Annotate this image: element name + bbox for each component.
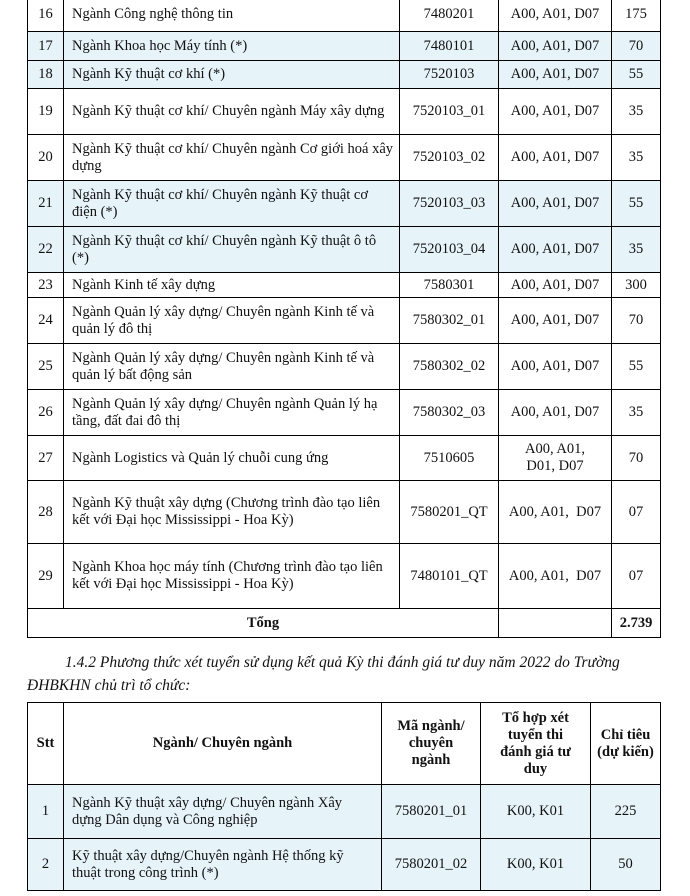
quota-cell: 35 <box>612 390 661 436</box>
header-quota: Chỉ tiêu (dự kiến) <box>591 703 661 785</box>
major-name-cell: Ngành Kinh tế xây dựng <box>64 273 400 298</box>
total-label: Tổng <box>28 609 499 638</box>
major-code-cell: 7580201_01 <box>382 785 481 839</box>
quota-cell: 70 <box>612 436 661 481</box>
quota-cell: 70 <box>612 32 661 61</box>
stt-cell: 16 <box>28 0 64 32</box>
major-name-cell: Ngành Kỹ thuật xây dựng/ Chuyên ngành Xây dựng Dân dụng và Công nghiệp <box>64 785 382 839</box>
subject-combo-cell: A00, A01, D07 <box>499 0 612 32</box>
admission-table-1-body <box>28 0 661 638</box>
major-name-cell: Ngành Kỹ thuật cơ khí/ Chuyên ngành Máy xây dựng <box>64 89 400 135</box>
major-name-cell: Ngành Quản lý xây dựng/ Chuyên ngành Kinh tế và quản lý đô thị <box>64 298 400 344</box>
table-row <box>28 298 661 344</box>
subject-combo-cell: A00, A01, D07 <box>499 181 612 227</box>
quota-cell: 07 <box>612 544 661 609</box>
table-row <box>28 544 661 609</box>
major-code-cell: 7520103_01 <box>400 89 499 135</box>
admission-table-2 <box>27 702 661 891</box>
major-code-cell: 7580201_02 <box>382 839 481 891</box>
stt-cell: 26 <box>28 390 64 436</box>
stt-cell: 1 <box>28 785 64 839</box>
major-name-cell: Ngành Công nghệ thông tin <box>64 0 400 32</box>
quota-cell: 55 <box>612 181 661 227</box>
header-row <box>28 703 661 785</box>
major-code-cell: 7520103_03 <box>400 181 499 227</box>
stt-cell: 2 <box>28 839 64 891</box>
quota-cell: 35 <box>612 89 661 135</box>
stt-cell: 25 <box>28 344 64 390</box>
subject-combo-cell: A00, A01, D07 <box>499 390 612 436</box>
subject-combo-cell: A00, A01, D07 <box>499 344 612 390</box>
subject-combo-cell: A00, A01, D07 <box>499 544 612 609</box>
major-code-cell: 7580302_03 <box>400 390 499 436</box>
table-row <box>28 32 661 61</box>
major-name-cell: Ngành Quản lý xây dựng/ Chuyên ngành Kinh tế và quản lý bất động sản <box>64 344 400 390</box>
stt-cell: 21 <box>28 181 64 227</box>
stt-cell: 29 <box>28 544 64 609</box>
quota-cell: 70 <box>612 298 661 344</box>
table-row <box>28 785 661 839</box>
table-row <box>28 135 661 181</box>
subject-combo-cell: K00, K01 <box>481 839 591 891</box>
subject-combo-cell: A00, A01, D07 <box>499 89 612 135</box>
table-row <box>28 89 661 135</box>
major-code-cell: 7580301 <box>400 273 499 298</box>
header-combo: Tổ hợp xét tuyển thi đánh giá tư duy <box>481 703 591 785</box>
admission-table-1 <box>27 0 661 638</box>
subject-combo-cell: A00, A01, D07 <box>499 481 612 544</box>
major-name-cell: Kỹ thuật xây dựng/Chuyên ngành Hệ thống kỹ thuật trong công trình (*) <box>64 839 382 891</box>
table-row <box>28 61 661 89</box>
major-name-cell: Ngành Khoa học Máy tính (*) <box>64 32 400 61</box>
header-code: Mã ngành/ chuyên ngành <box>382 703 481 785</box>
major-code-cell: 7480101 <box>400 32 499 61</box>
major-code-cell: 7520103_02 <box>400 135 499 181</box>
major-name-cell: Ngành Kỹ thuật cơ khí/ Chuyên ngành Cơ giới hoá xây dựng <box>64 135 400 181</box>
stt-cell: 19 <box>28 89 64 135</box>
quota-cell: 225 <box>591 785 661 839</box>
total-empty-cell <box>499 609 612 638</box>
table-row <box>28 390 661 436</box>
stt-cell: 23 <box>28 273 64 298</box>
table-row <box>28 481 661 544</box>
major-code-cell: 7580201_QT <box>400 481 499 544</box>
table-row <box>28 181 661 227</box>
major-code-cell: 7520103_04 <box>400 227 499 273</box>
header-major: Ngành/ Chuyên ngành <box>64 703 382 785</box>
quota-cell: 175 <box>612 0 661 32</box>
table-row <box>28 344 661 390</box>
table-row <box>28 839 661 891</box>
subject-combo-cell: A00, A01, D07 <box>499 227 612 273</box>
table-row <box>28 436 661 481</box>
quota-cell: 50 <box>591 839 661 891</box>
major-name-cell: Ngành Kỹ thuật cơ khí/ Chuyên ngành Kỹ thuật cơ điện (*) <box>64 181 400 227</box>
subject-combo-cell: A00, A01, D01, D07 <box>499 436 612 481</box>
stt-cell: 28 <box>28 481 64 544</box>
subject-combo-cell: A00, A01, D07 <box>499 32 612 61</box>
quota-cell: 35 <box>612 227 661 273</box>
major-name-cell: Ngành Kỹ thuật cơ khí/ Chuyên ngành Kỹ thuật ô tô (*) <box>64 227 400 273</box>
major-code-cell: 7480201 <box>400 0 499 32</box>
major-name-cell: Ngành Khoa học máy tính (Chương trình đào tạo liên kết với Đại học Mississippi - Hoa Kỳ) <box>64 544 400 609</box>
major-name-cell: Ngành Logistics và Quản lý chuỗi cung ứng <box>64 436 400 481</box>
major-code-cell: 7580302_01 <box>400 298 499 344</box>
subject-combo-cell: A00, A01, D07 <box>499 273 612 298</box>
table-row <box>28 227 661 273</box>
major-code-cell: 7480101_QT <box>400 544 499 609</box>
header-stt: Stt <box>28 703 64 785</box>
subject-combo-cell: A00, A01, D07 <box>499 61 612 89</box>
quota-cell: 55 <box>612 344 661 390</box>
table-row <box>28 0 661 32</box>
major-code-cell: 7510605 <box>400 436 499 481</box>
quota-cell: 07 <box>612 481 661 544</box>
subject-combo-cell: K00, K01 <box>481 785 591 839</box>
stt-cell: 18 <box>28 61 64 89</box>
section-paragraph: 1.4.2 Phương thức xét tuyển sử dụng kết quả Kỳ thi đánh giá tư duy năm 2022 do Trường ĐHBKHN chủ trì tổ chức: <box>27 654 620 694</box>
subject-combo-cell: A00, A01, D07 <box>499 135 612 181</box>
major-code-cell: 7580302_02 <box>400 344 499 390</box>
major-name-cell: Ngành Kỹ thuật cơ khí (*) <box>64 61 400 89</box>
stt-cell: 17 <box>28 32 64 61</box>
total-row <box>28 609 661 638</box>
table-row <box>28 273 661 298</box>
stt-cell: 22 <box>28 227 64 273</box>
quota-cell: 35 <box>612 135 661 181</box>
quota-cell: 300 <box>612 273 661 298</box>
major-name-cell: Ngành Quản lý xây dựng/ Chuyên ngành Quản lý hạ tầng, đất đai đô thị <box>64 390 400 436</box>
major-code-cell: 7520103 <box>400 61 499 89</box>
stt-cell: 27 <box>28 436 64 481</box>
subject-combo-cell: A00, A01, D07 <box>499 298 612 344</box>
total-value: 2.739 <box>612 609 661 638</box>
major-name-cell: Ngành Kỹ thuật xây dựng (Chương trình đào tạo liên kết với Đại học Mississippi - Hoa Kỳ) <box>64 481 400 544</box>
stt-cell: 24 <box>28 298 64 344</box>
quota-cell: 55 <box>612 61 661 89</box>
stt-cell: 20 <box>28 135 64 181</box>
